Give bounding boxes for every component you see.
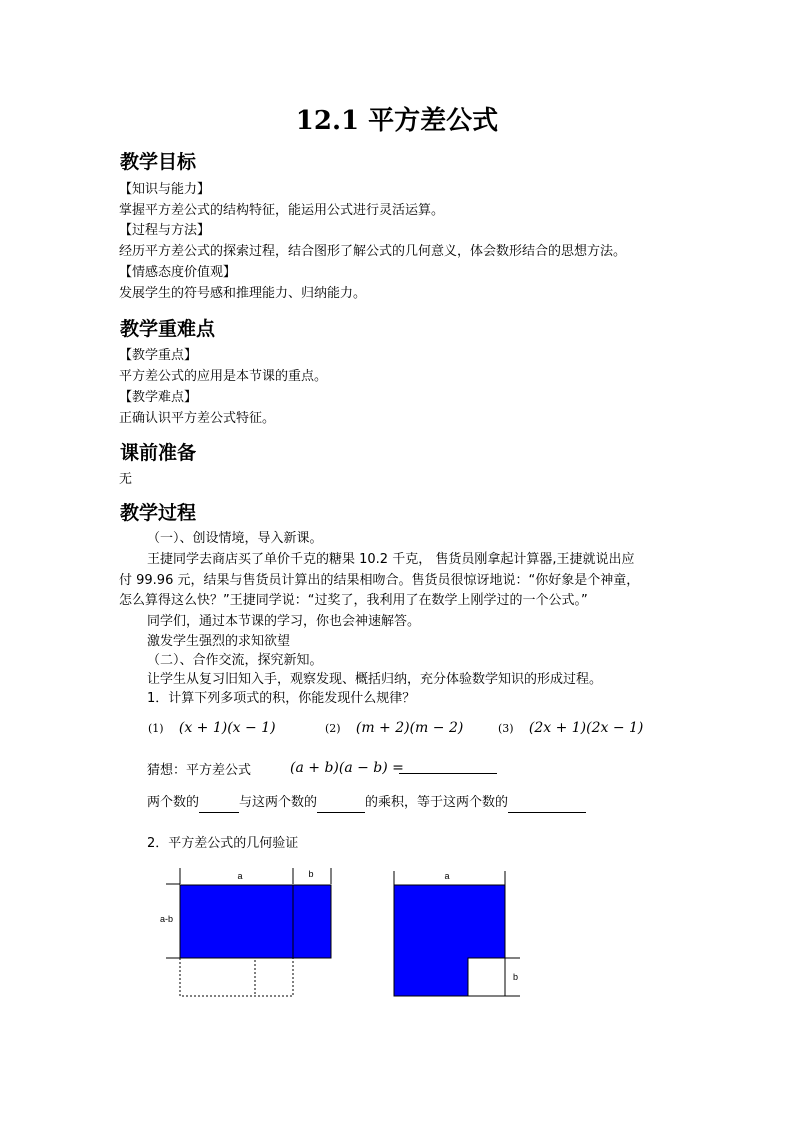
prep-text: 无	[119, 472, 133, 487]
goal-label-method: 【过程与方法】	[119, 223, 211, 238]
right-figure	[394, 871, 520, 996]
goal-label-knowledge: 【知识与能力】	[119, 182, 211, 197]
process-line6: 让学生从复习旧知入手，观察发现、概括归纳，充分体验数学知识的形成过程。	[147, 672, 603, 687]
goal-label-attitude: 【情感态度价值观】	[119, 265, 237, 280]
fill-part-3: 的乘积，等于这两个数的	[365, 795, 509, 810]
story-line-2: 付 99.96 元，结果与售货员计算出的结果相吻合。售货员很惊讶地说：“你好象是个神童，	[119, 573, 640, 588]
exercise-1-number: (1)	[148, 722, 164, 735]
page-title: 12.1 平方差公式	[295, 106, 499, 136]
fill-part-1: 两个数的	[147, 795, 200, 810]
right-label-b: b	[513, 972, 519, 982]
left-label-b: b	[308, 869, 314, 879]
guess-expression: (a + b)(a − b) =	[290, 760, 404, 776]
goal-text-attitude: 发展学生的符号感和推理能力、归纳能力。	[119, 286, 367, 301]
right-white-square	[468, 958, 505, 996]
exercise-2-number: (2)	[325, 722, 341, 735]
process-line5: 激发学生强烈的求知欲望	[147, 634, 291, 649]
exercise-1-expression: (x + 1)(x − 1)	[178, 720, 276, 736]
left-label-a: a	[237, 871, 243, 881]
fill-part-2: 与这两个数的	[239, 795, 318, 810]
process-step2: （二）、合作交流，探究新知。	[147, 653, 323, 668]
section-heading-goals: 教学目标	[120, 151, 197, 173]
process-line4: 同学们，通过本节课的学习，你也会神速解答。	[147, 614, 421, 629]
left-blue-rectangle	[180, 885, 331, 958]
right-label-a: a	[444, 871, 450, 881]
section-heading-keypoints: 教学重难点	[120, 318, 216, 340]
goal-text-method: 经历平方差公式的探索过程，结合图形了解公式的几何意义，体会数形结合的思想方法。	[119, 244, 627, 259]
exercise-3-expression: (2x + 1)(2x − 1)	[528, 720, 644, 736]
process-step1: （一）、创设情境，导入新课。	[147, 531, 323, 546]
keypoint-label-focus: 【教学重点】	[119, 348, 198, 363]
story-line-1: 王捷同学去商店买了单价千克的糖果 10.2 千克， 售货员刚拿起计算器,王捷就说出应	[147, 552, 635, 567]
guess-label: 猜想：平方差公式	[147, 763, 252, 778]
exercise-3-number: (3)	[498, 722, 514, 735]
section-heading-prep: 课前准备	[120, 442, 197, 464]
left-label-a-minus-b: a-b	[160, 914, 174, 924]
question-1: 1．计算下列多项式的积，你能发现什么规律？	[147, 691, 416, 706]
section-heading-process: 教学过程	[120, 502, 197, 524]
keypoint-label-difficulty: 【教学难点】	[119, 390, 198, 405]
exercise-2-expression: (m + 2)(m − 2)	[355, 720, 464, 736]
goal-text-knowledge: 掌握平方差公式的结构特征，能运用公式进行灵活运算。	[119, 203, 445, 218]
keypoint-text-difficulty: 正确认识平方差公式特征。	[119, 411, 276, 426]
story-line-3: 怎么算得这么快？”王捷同学说：“过奖了，我利用了在数学上刚学过的一个公式。”	[119, 593, 588, 608]
left-dashed-outline	[180, 958, 293, 996]
question-2: 2．平方差公式的几何验证	[147, 836, 299, 851]
left-figure	[160, 868, 331, 996]
keypoint-text-focus: 平方差公式的应用是本节课的重点。	[119, 369, 328, 384]
